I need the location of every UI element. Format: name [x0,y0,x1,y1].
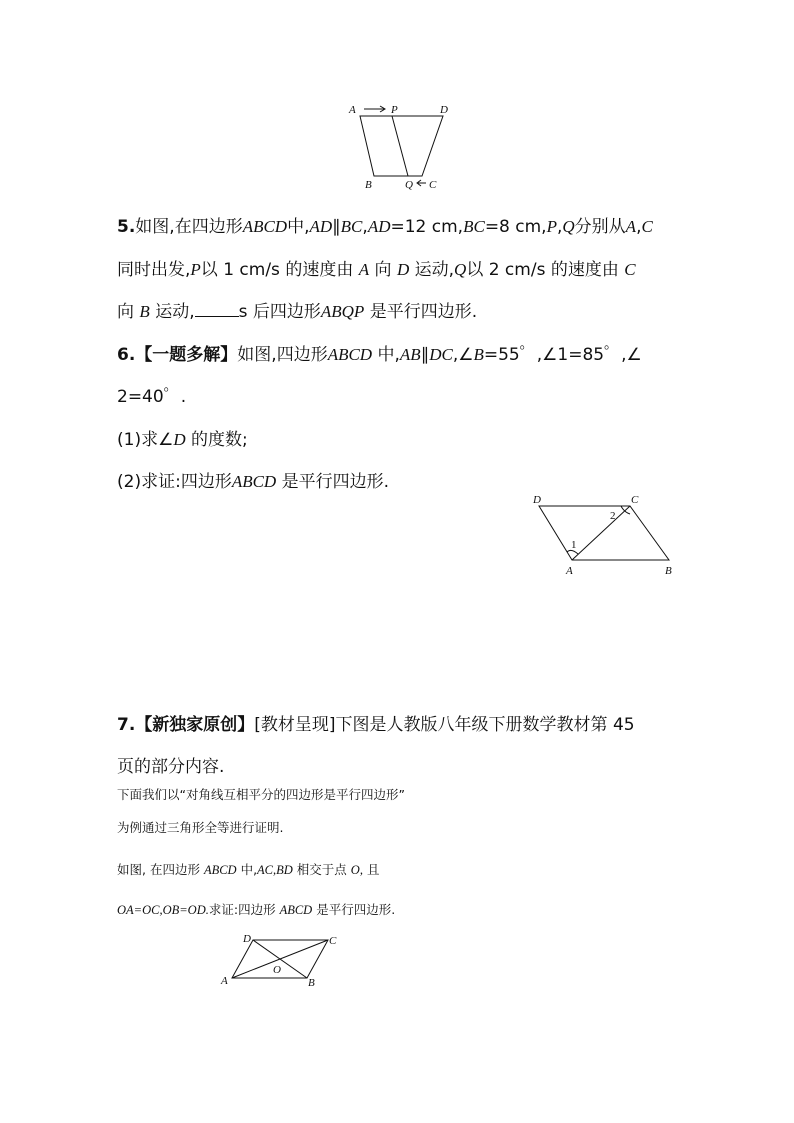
q5-text: 以 2 cm/s 的速度由 [466,260,619,280]
q7-line-2: 页的部分内容. [117,757,225,777]
q5-text: 以 1 cm/s 的速度由 [200,260,354,280]
q6-text: 的度数; [191,430,248,450]
q6-text: ,∠ [452,345,474,365]
label-p: P [391,104,398,116]
figure-6-parallelogram [525,490,685,580]
label-c: C [631,494,639,506]
var-ad: AD [309,217,333,236]
parallel-symbol: ∥ [332,217,341,237]
q6-tag: 【一题多解】 [135,345,238,365]
given-equalities: OA=OC,OB=OD. [117,903,209,917]
answer-blank[interactable] [195,302,239,317]
textbook-text: 求证:四边形 [208,902,276,917]
q5-line-2 [117,255,636,280]
var-ab: AB [399,345,421,364]
label-d: D [243,933,251,945]
q5-text: s 后四边形 [238,302,321,322]
label-o: O [273,964,281,976]
textbook-text: 相交于点 [296,862,347,877]
figure-5-trapezoid [340,98,460,194]
q5-number: 5. [117,217,136,237]
q6-text: 是平行四边形. [281,472,390,492]
textbook-line-1: 下面我们以“对角线互相平分的四边形是平行四边形” [117,787,405,802]
q5-text: 如图,在四边形 [135,217,243,237]
var-bc: BC [463,217,485,236]
var-q: Q [562,217,575,236]
q6-line-2: 2=40゜. [117,387,187,407]
q5-line-3 [117,297,477,322]
q5-text: , [556,217,563,237]
label-d: D [533,494,541,506]
part-label: (2) [117,472,142,492]
q5-text: 向 [117,302,134,322]
q6-number: 6. [117,345,136,365]
diagonal-ac [572,506,630,560]
var-abcd: ABCD [279,903,313,917]
q5-text: 分别从 [574,217,626,237]
q5-text: 向 [374,260,392,280]
var-q: Q [454,260,467,279]
q5-text: 是平行四边形. [369,302,478,322]
var-a: A [358,260,370,279]
q5-text: =12 cm, [390,217,464,237]
var-ac-bd: AC,BD [257,863,293,877]
segment-pq [392,116,408,176]
part-label: (1) [117,430,142,450]
label-c: C [429,179,437,191]
q6-text: =55゜,∠1=85゜,∠ [483,345,642,365]
q5-text: =8 cm, [484,217,547,237]
var-c: C [624,260,636,279]
label-b: B [365,179,372,191]
var-p: P [546,217,557,236]
figure-7-parallelogram [215,928,345,994]
label-d: D [440,104,448,116]
q7-tag: 【新独家原创】 [135,715,255,735]
var-d: D [396,260,410,279]
var-c: C [641,217,653,236]
q5-text: 同时出发, [117,260,191,280]
q7-text: [教材呈现]下图是人教版八年级下册数学教材第 45 [254,715,635,735]
q6-line-1 [117,340,642,365]
textbook-line-4 [117,900,395,918]
textbook-line-3 [117,860,379,878]
var-bc: BC [340,217,363,236]
var-dc: DC [429,345,453,364]
textbook-text: 如图, 在四边形 [117,862,200,877]
textbook-text: 中, [240,862,258,877]
q6-part-2 [117,467,389,492]
q7-line-1 [117,710,635,735]
label-a: A [221,975,228,987]
label-b: B [665,565,672,577]
textbook-text: 且 [366,862,380,877]
var-d: D [173,430,186,449]
trapezoid-abcd [360,116,443,176]
q6-text: 中, [377,345,400,365]
label-a: A [349,104,356,116]
var-abcd: ABCD [231,472,277,491]
var-abcd: ABCD [327,345,373,364]
q6-text: 如图,四边形 [237,345,328,365]
var-o: O, [350,863,363,877]
var-b: B [473,345,484,364]
q5-text: , [636,217,642,237]
angle-1-label: 1 [571,539,577,551]
var-abcd: ABCD [242,217,288,236]
angle-2-label: 2 [610,510,616,522]
var-p: P [190,260,201,279]
var-b: B [139,302,150,321]
q6-part-1 [117,425,248,450]
q5-text: 运动, [155,302,195,322]
label-q: Q [405,179,413,191]
q5-text: 中, [287,217,310,237]
quadrilateral-abcd [539,506,669,560]
var-abqp: ABQP [320,302,365,321]
var-abcd: ABCD [203,863,237,877]
parallel-symbol: ∥ [420,345,430,365]
q5-text: , [362,217,368,237]
var-a: A [625,217,637,236]
var-ad: AD [367,217,391,236]
textbook-text: 是平行四边形. [316,902,396,917]
label-b: B [308,977,315,989]
q6-text: 求证:四边形 [141,472,232,492]
q7-number: 7. [117,715,136,735]
q5-line-1 [117,212,653,237]
q5-text: 运动, [414,260,455,280]
q6-text: 求∠ [141,430,174,450]
label-a: A [566,565,573,577]
label-c: C [329,935,337,947]
textbook-line-2: 为例通过三角形全等进行证明. [117,820,284,835]
